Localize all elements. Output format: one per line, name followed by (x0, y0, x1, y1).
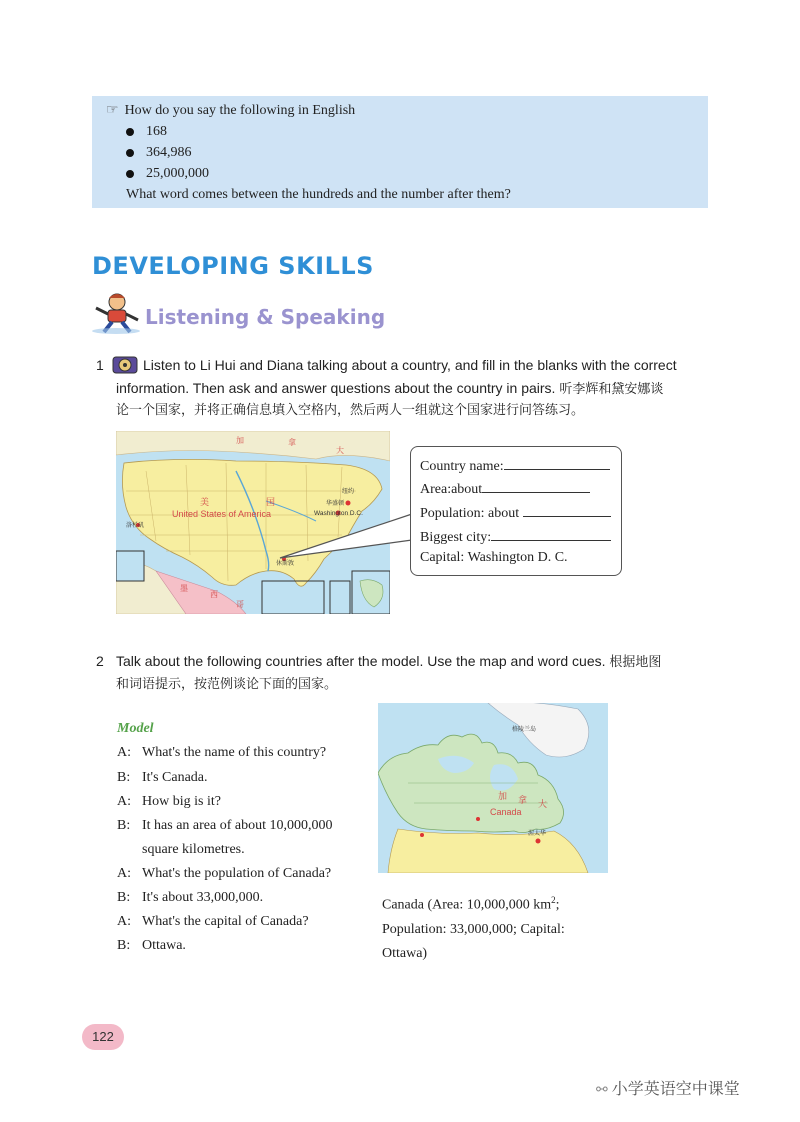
dialogue-text: What's the capital of Canada? (142, 914, 309, 929)
page-number: 122 (82, 1024, 124, 1050)
info-card (410, 446, 622, 576)
bullet-icon (126, 170, 134, 178)
caption-line1: Canada (Area: 10,000,000 km (382, 897, 552, 913)
task2-line2: 和词语提示，按范例谈论下面的国家。 (116, 677, 338, 692)
info-biggest-city-label: Biggest city: (420, 530, 492, 545)
usa-region-label: 大 (336, 446, 344, 455)
note-item-text: 364,986 (146, 145, 192, 160)
dialogue-speaker: B: (117, 890, 131, 905)
bullet-icon (126, 149, 134, 157)
canada-region-label: 大 (538, 800, 548, 810)
usa-city-label: 华盛顿 (326, 500, 345, 507)
canada-region-label: 拿 (518, 796, 528, 806)
answer-blank[interactable] (523, 502, 611, 517)
task2-line1 (116, 650, 661, 674)
task1-line3: 论一个国家，并将正确信息填入空格内，然后两人一组就这个国家进行问答练习。 (116, 403, 585, 418)
note-prompt-row (106, 102, 355, 120)
usa-region-label: 国 (266, 498, 276, 508)
dialogue-text: What's the population of Canada? (142, 866, 332, 881)
info-area (420, 478, 590, 498)
task2-line1-cn: 根据地图 (609, 655, 662, 670)
task1-number: 1 (96, 357, 104, 373)
pointing-hand-icon: ☞ (106, 103, 119, 118)
dialogue-speaker: A: (117, 745, 131, 760)
note-box (92, 96, 708, 208)
watermark (596, 1076, 740, 1099)
canada-map (378, 703, 608, 873)
dialogue-speaker: A: (117, 794, 131, 809)
task2-line1-en: Talk about the following countries after the model. Use the map and word cues. (116, 653, 606, 669)
dialogue-text: square kilometres. (142, 842, 245, 857)
answer-blank[interactable] (482, 478, 590, 493)
note-item-text: 168 (146, 124, 167, 139)
cd-audio-icon[interactable] (112, 355, 138, 375)
dialogue-text: It has an area of about 10,000,000 (142, 818, 333, 833)
dialogue-speaker: B: (117, 938, 131, 953)
canada-caption (382, 888, 612, 966)
usa-region-label: 拿 (288, 438, 296, 447)
wechat-icon: ⚯ (596, 1082, 608, 1098)
section-title: DEVELOPING SKILLS (92, 252, 374, 280)
caption-line3: Ottawa) (382, 945, 428, 961)
caption-line2: Population: 33,000,000; Capital: (382, 921, 565, 937)
dialogue-speaker: B: (117, 770, 131, 785)
usa-country-label: United States of America (172, 509, 272, 519)
dialogue-speaker: B: (117, 818, 131, 833)
callout-pointer (270, 470, 420, 570)
info-area-label: Area:about (420, 482, 483, 497)
usa-city-label: 休斯敦 (276, 560, 295, 567)
note-item (126, 165, 209, 183)
watermark-text: 小学英语空中课堂 (611, 1079, 740, 1098)
usa-region-label: 西 (210, 590, 218, 599)
answer-blank[interactable] (504, 455, 610, 470)
canada-region-label: 格陵兰岛 (512, 726, 537, 733)
usa-city-label: Washington D.C. (314, 510, 363, 517)
dialogue-text: How big is it? (142, 794, 221, 809)
note-item (126, 144, 192, 162)
usa-region-label: 加 (236, 436, 244, 445)
caption-superscript: 2 (551, 895, 556, 905)
info-biggest-city (420, 526, 611, 546)
subsection-title: Listening & Speaking (145, 305, 386, 329)
task1-line2-en: information. Then ask and answer questions about the country in pairs. (116, 380, 556, 396)
info-country-name (420, 455, 610, 475)
bullet-icon (126, 128, 134, 136)
usa-region-label: 美 (200, 498, 210, 508)
dialogue-text: It's about 33,000,000. (142, 890, 264, 905)
note-prompt: How do you say the following in English (124, 103, 356, 118)
dialogue-text: What's the name of this country? (142, 745, 327, 760)
model-label: Model (117, 721, 154, 736)
usa-city-label: 洛杉矶 (126, 522, 145, 529)
dialogue-text: Ottawa. (142, 938, 186, 953)
info-country-name-label: Country name: (420, 459, 504, 474)
task1-line1: Listen to Li Hui and Diana talking about a country, and fill in the blanks with the correct (143, 357, 677, 373)
info-population (420, 502, 611, 522)
canada-region-label: 加 (498, 792, 508, 802)
task1-line2 (116, 377, 663, 401)
answer-blank[interactable] (491, 526, 611, 541)
note-item (126, 123, 167, 141)
dialogue-text: It's Canada. (142, 770, 208, 785)
canada-region-label: 渥太华 (528, 830, 547, 837)
usa-region-label: 墨 (180, 584, 188, 593)
task2-number: 2 (96, 653, 104, 669)
dialogue-speaker: A: (117, 914, 131, 929)
caption-line (382, 888, 612, 918)
canada-country-label: Canada (490, 807, 522, 817)
info-capital: Capital: Washington D. C. (420, 550, 568, 565)
caption-line1-end: ; (555, 897, 560, 913)
usa-region-label: 哥 (236, 600, 244, 609)
note-item-text: 25,000,000 (146, 166, 209, 181)
task1-line2-cn: 听李辉和黛安娜谈 (559, 382, 664, 397)
note-question: What word comes between the hundreds and the number after them? (126, 187, 511, 202)
info-population-label: Population: about (420, 506, 520, 521)
cartoon-speaker-icon (90, 290, 142, 334)
dialogue-speaker: A: (117, 866, 131, 881)
usa-city-label: 纽约 (342, 488, 355, 495)
